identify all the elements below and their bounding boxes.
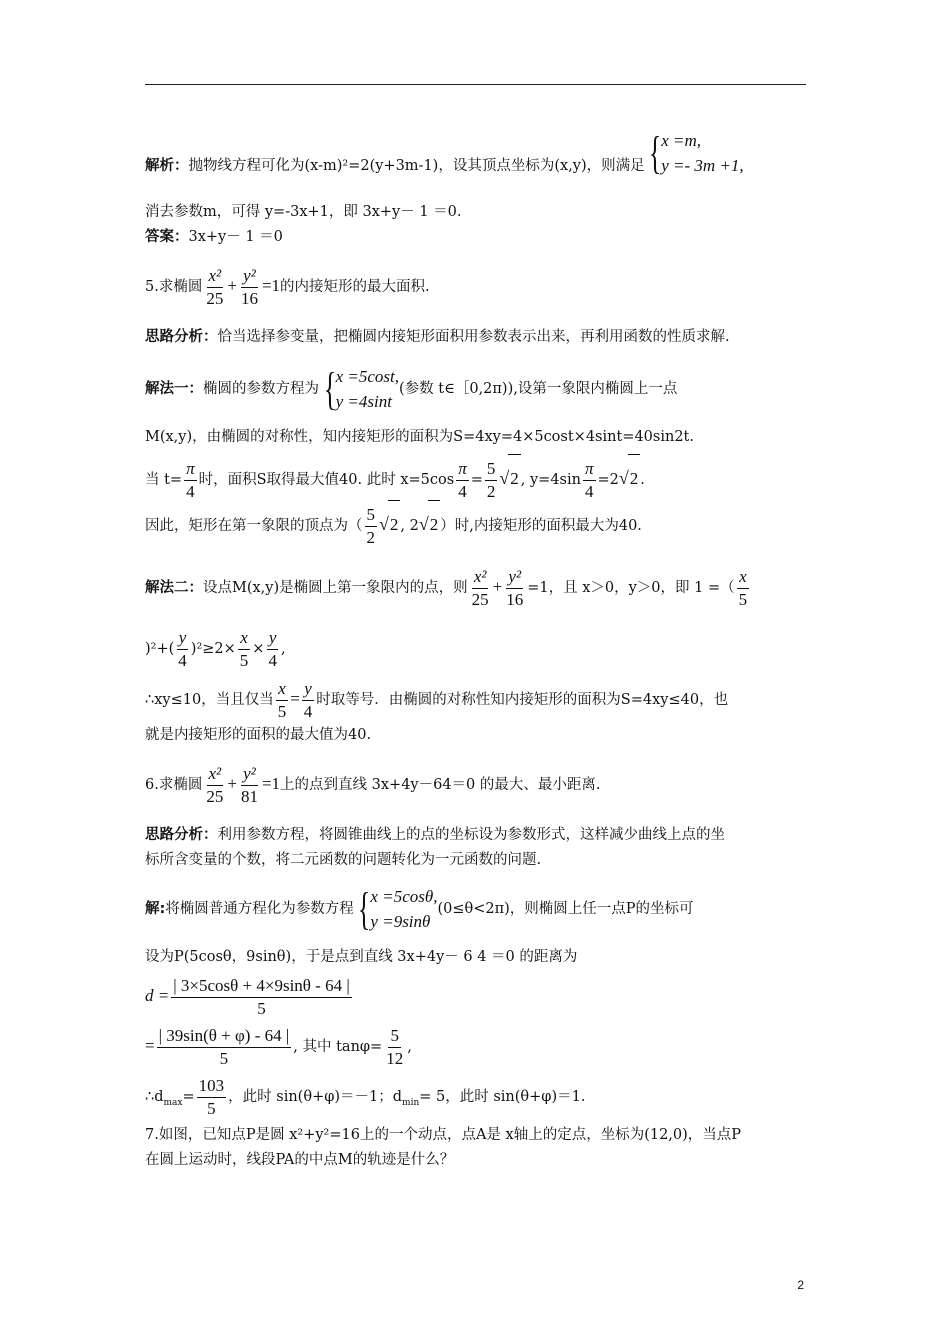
method-1: 解法一：椭圆的参数方程为 { x =5cost, y =4sint(参数 t∈［0,2π)),设第一象限内椭圆上一点 xyxy=(145,363,678,414)
fraction-x2-25: $\frac{\text{x²}}{25}$ xyxy=(206,265,224,308)
fraction-x2-25: $\frac{\text{x²}}{25}$ xyxy=(206,763,224,806)
param-system-5: { x =5cost, y =4sint xyxy=(323,363,400,414)
vertex-system: { x =m, y =- 3m +1, xyxy=(649,127,744,178)
method-1-max: 当 t= $\frac{\pi}{4}$ 时，面积S取得最大值40. 此时 x=5cos $\frac{\pi}{4}$ = $\frac{5}{2}$ √2 , y=4sin $\frac{\pi}{4}$ =2√2 . xyxy=(145,454,645,504)
answer-text: 3x+y－ 1 ＝0 xyxy=(188,229,283,245)
question-6: 6.求椭圆 $\frac{\text{x²}}{25}$ + $\frac{\text{y²}}{81}$ =1上的点到直线 3x+4y－64＝0 的最大、最小距离. xyxy=(145,763,601,806)
solution-6-point: 设为P(5cosθ，9sinθ)，于是点到直线 3x+4y－ 6 4 ＝0 的距离为 xyxy=(145,949,578,965)
method-2-equality: ∴xy≤10，当且仅当 $\frac{x}{5}$ = $\frac{y}{4}$ 时取等号．由椭圆的对称性知内接矩形的面积为S=4xy≤40，也 xyxy=(145,678,729,721)
method-2-ineq: )²+( $\frac{y}{4}$ )²≥2× $\frac{x}{5}$ × $\frac{y}{4}$ , xyxy=(145,627,286,670)
fraction-y2-81: $\frac{\text{y²}}{81}$ xyxy=(240,763,258,806)
method-1-area: M(x,y)，由椭圆的对称性，知内接矩形的面积为S=4xy=4×5cost×4sint=40sin2t. xyxy=(145,429,694,445)
method-2: 解法二：设点M(x,y)是椭圆上第一象限内的点，则 $\frac{\text{x²}}{25}$ + $\frac{\text{y²}}{16}$ =1，且 x＞0，y＞0，即 1 =（ $\frac{x}{5}$ xyxy=(145,566,748,609)
method-1-vertex: 因此，矩形在第一象限的顶点为（ $\frac{5}{2}$ √2 , 2√2 ）时,内接矩形的面积最大为40. xyxy=(145,500,642,550)
distance-extremes: $\therefore d_{max}=$ $\frac{103}{5}$ ，此时 sin(θ+φ)＝－1；$d_{min}= 5$，此时 sin(θ+φ)＝1. xyxy=(145,1075,586,1118)
solution-6: 解:将椭圆普通方程化为参数方程 { x =5cosθ, y =9sinθ(0≤θ<2π)，则椭圆上任一点P的坐标可 xyxy=(145,883,694,934)
hint-6-cont: 标所含变量的个数，将二元函数的问题转化为一元函数的问题. xyxy=(145,852,542,868)
fraction-y2-16: $\frac{\text{y²}}{16}$ xyxy=(240,265,258,308)
question-7: 7.如图，已知点P是圆 x²+y²=16上的一个动点，点A是 x轴上的定点，坐标为(12,0)，当点P xyxy=(145,1127,742,1143)
page-number: 2 xyxy=(797,1278,804,1292)
hint-5: 思路分析：恰当选择参变量，把椭圆内接矩形面积用参数表示出来，再利用函数的性质求解. xyxy=(145,329,730,345)
answer-label: 答案： xyxy=(145,229,189,245)
header-rule xyxy=(145,84,806,85)
system-line-2: y =- 3m +1, xyxy=(661,156,744,175)
analysis-line xyxy=(145,127,744,191)
analysis-label: 解析： xyxy=(145,158,189,174)
method-2-end: 就是内接矩形的面积的最大值为40. xyxy=(145,727,372,743)
distance-simplified: = $\frac{| 39\sin(\theta + \varphi) - 64 |}{5}$ , 其中 tanφ= $\frac{5}{12}$ , xyxy=(145,1025,412,1068)
answer-line xyxy=(145,227,283,247)
system-line-1: x =m, xyxy=(661,131,702,150)
question-5: 5.求椭圆 $\frac{\text{x²}}{25}$ + $\frac{\text{y²}}{16}$ =1的内接矩形的最大面积. xyxy=(145,265,430,308)
q5-prefix: 5.求椭圆 xyxy=(145,279,203,295)
question-7-cont: 在圆上运动时，线段PA的中点M的轨迹是什么？ xyxy=(145,1152,455,1168)
hint-6: 思路分析：利用参数方程，将圆锥曲线上的点的坐标设为参数形式，这样减少曲线上点的坐 xyxy=(145,827,725,843)
analysis-text: 抛物线方程可化为(x-m)²=2(y+3m-1)，设其顶点坐标为(x,y)，则满足 xyxy=(188,158,645,174)
distance-formula: d = $\frac{| 3\times 5\cos\theta + 4\times 9\sin\theta - 64 |}{5}$ xyxy=(145,975,350,1018)
param-system-6: { x =5cosθ, y =9sinθ xyxy=(358,883,438,934)
q5-suffix: 的内接矩形的最大面积. xyxy=(280,279,430,295)
eliminate-line: 消去参数m，可得 y=-3x+1，即 3x+y－ 1 ＝0. xyxy=(145,204,462,220)
